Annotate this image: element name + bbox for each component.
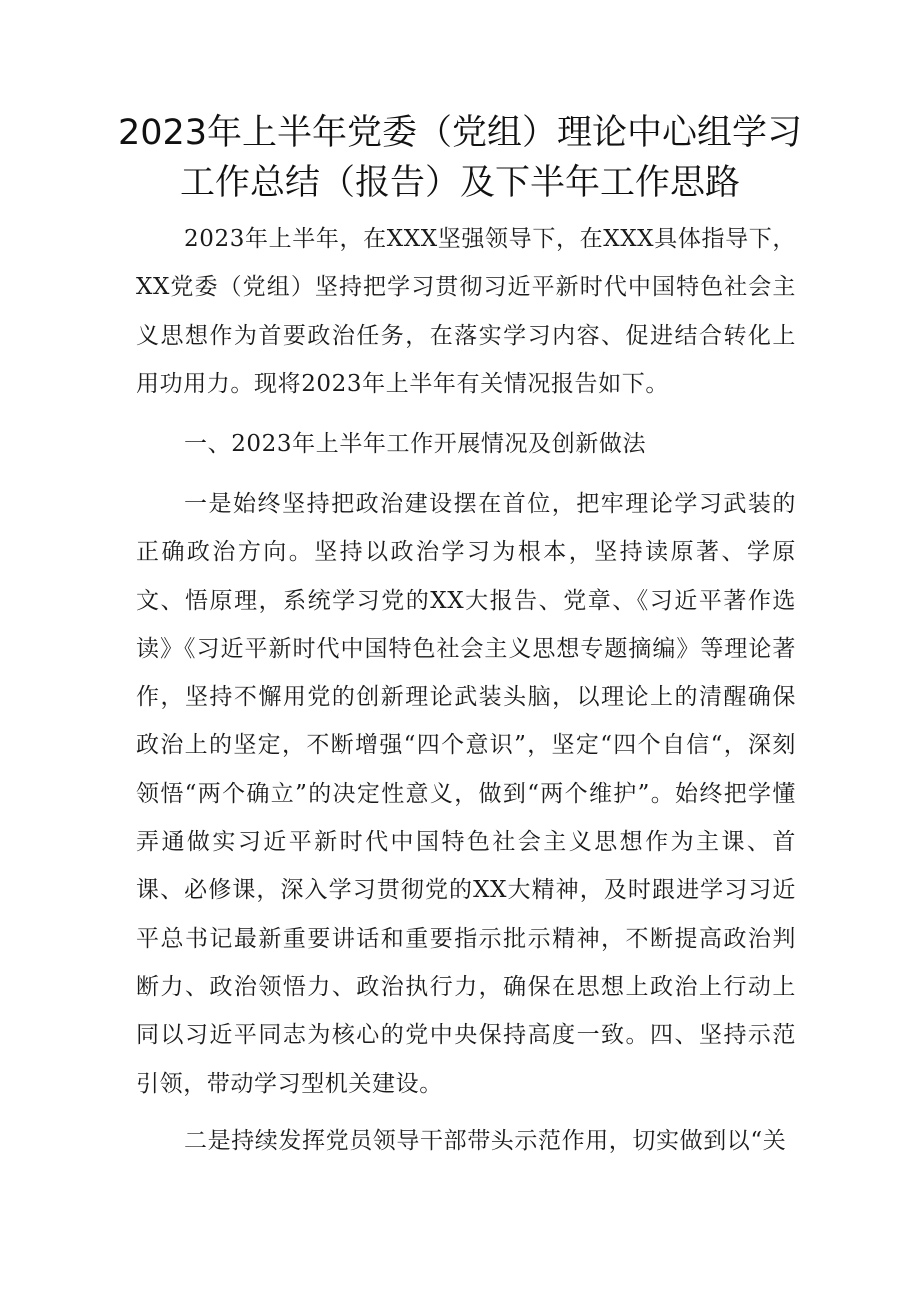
point-two-paragraph: 二是持续发挥党员领导干部带头示范作用，切实做到以“关 (184, 1128, 787, 1154)
document-title-line-1: 2023年上半年党委（党组）理论中心组学习 (117, 113, 803, 153)
section-heading-1: 一、2023年上半年工作开展情况及创新做法 (184, 431, 647, 457)
point-one-paragraph: 一是始终坚持把政治建设摆在首位，把牢理论学习武装的正确政治方向。坚持以政治学习为根本，坚持读原著、学原文、悟原理，系统学习党的XX大报告、党章、《习近平著作选读》《习近平新时代中国特色社会主义思想专题摘编》等理论著作，坚持不懈用党的创新理论武装头脑，以理论上的清醒确保政治上的坚定，不断增强“四个意识”，坚定“四个自信“，深刻领悟“两个确立”的决定性意义，做到“两个维护”。始终把学懂弄通做实习近平新时代中国特色社会主义思想作为主课、首课、必修课，深入学习贯彻党的XX大精神，及时跟进学习习近平总书记最新重要讲话和重要指示批示精神，不断提高政治判断力、政治领悟力、政治执行力，确保在思想上政治上行动上同以习近平同志为核心的党中央保持高度一致。四、坚持示范引领，带动学习型机关建设。 (136, 491, 796, 1097)
intro-paragraph: 2023年上半年，在XXX坚强领导下，在XXX具体指导下，XX党委（党组）坚持把学习贯彻习近平新时代中国特色社会主义思想作为首要政治任务，在落实学习内容、促进结合转化上用功用力。现将2023年上半年有关情况报告如下。 (136, 226, 796, 397)
document-title-line-2: 工作总结（报告）及下半年工作思路 (179, 163, 740, 203)
